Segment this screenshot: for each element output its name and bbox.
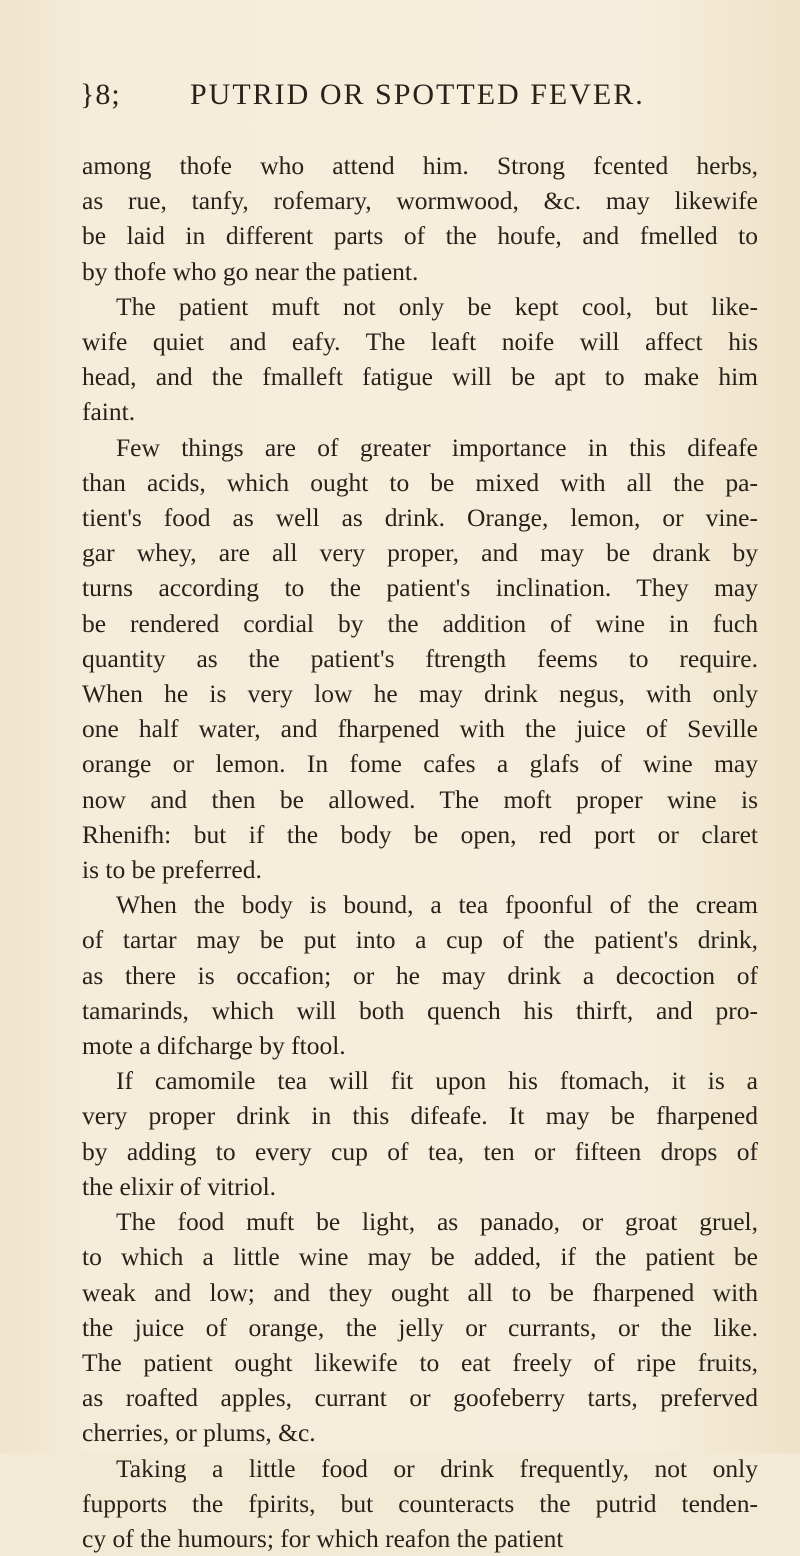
text-line: turns according to the patient's inclination. They may — [82, 573, 758, 603]
text-line: be rendered cordial by the addition of wine in fuch — [82, 608, 758, 638]
text-line: cherries, or plums, &c. — [82, 1418, 316, 1448]
paragraph — [82, 887, 758, 1063]
paragraph — [82, 1063, 758, 1204]
text-line: When the body is bound, a tea fpoonful of the cream — [116, 890, 758, 920]
text-line: the elixir of vitriol. — [82, 1171, 277, 1201]
text-line: When he is very low he may drink negus, with only — [82, 679, 758, 709]
body-text — [82, 148, 758, 1556]
text-line: fupports the fpirits, but counteracts the putrid tenden- — [82, 1488, 758, 1518]
text-line: weak and low; and they ought all to be fharpened with — [82, 1277, 758, 1307]
text-line: the juice of orange, the jelly or currants, or the like. — [82, 1312, 758, 1342]
text-line: head, and the fmalleft fatigue will be apt to make him — [82, 362, 758, 392]
text-line: Taking a little food or drink frequently, not only — [116, 1453, 758, 1483]
text-line: Rhenifh: but if the body be open, red port or claret — [82, 819, 758, 849]
page-number: }8; — [80, 78, 121, 111]
running-title: PUTRID OR SPOTTED FEVER. — [190, 78, 645, 111]
text-line: of tartar may be put into a cup of the patient's drink, — [82, 925, 758, 955]
text-line: by adding to every cup of tea, ten or fifteen drops of — [82, 1136, 758, 1166]
text-line: mote a difcharge by ftool. — [82, 1031, 346, 1061]
text-line: gar whey, are all very proper, and may be drank by — [82, 538, 758, 568]
text-line: wife quiet and eafy. The leaft noife will affect his — [82, 327, 758, 357]
paragraph — [82, 289, 758, 430]
text-line: tamarinds, which will both quench his thirft, and pro- — [82, 995, 758, 1025]
text-line: now and then be allowed. The moft proper wine is — [82, 784, 758, 814]
text-line: be laid in different parts of the houfe, and fmelled to — [82, 221, 758, 251]
text-line: The food muft be light, as panado, or groat gruel, — [116, 1207, 758, 1237]
paragraph — [82, 430, 758, 888]
page-header — [80, 78, 740, 118]
text-line: The patient muft not only be kept cool, but like- — [116, 291, 758, 321]
text-line: as there is occafion; or he may drink a decoction of — [82, 960, 758, 990]
text-line: as roafted apples, currant or goofeberry tarts, preferved — [82, 1383, 758, 1413]
text-line: to which a little wine may be added, if the patient be — [82, 1242, 758, 1272]
text-line: one half water, and fharpened with the juice of Seville — [82, 714, 758, 744]
paragraph — [82, 148, 758, 289]
text-line: The patient ought likewife to eat freely of ripe fruits, — [82, 1347, 758, 1377]
text-line: among thofe who attend him. Strong fcented herbs, — [82, 151, 758, 180]
text-line: very proper drink in this difeafe. It may be fharpened — [82, 1101, 758, 1131]
paragraph — [82, 1451, 758, 1556]
text-line: tient's food as well as drink. Orange, lemon, or vine- — [82, 503, 758, 533]
text-line: orange or lemon. In fome cafes a glafs of wine may — [82, 749, 758, 779]
text-line: If camomile tea will fit upon his ftomach, it is a — [116, 1066, 758, 1096]
text-line: Few things are of greater importance in this difeafe — [116, 432, 758, 462]
text-line: quantity as the patient's ftrength feems to require. — [82, 643, 758, 673]
text-line: by thofe who go near the patient. — [82, 256, 419, 286]
text-line: than acids, which ought to be mixed with all the pa- — [82, 467, 758, 497]
text-line: faint. — [82, 397, 136, 427]
text-line: is to be preferred. — [82, 855, 262, 885]
text-line: as rue, tanfy, rofemary, wormwood, &c. may likewife — [82, 186, 758, 216]
paragraph — [82, 1204, 758, 1450]
text-line: cy of the humours; for which reafon the patient — [82, 1523, 564, 1553]
